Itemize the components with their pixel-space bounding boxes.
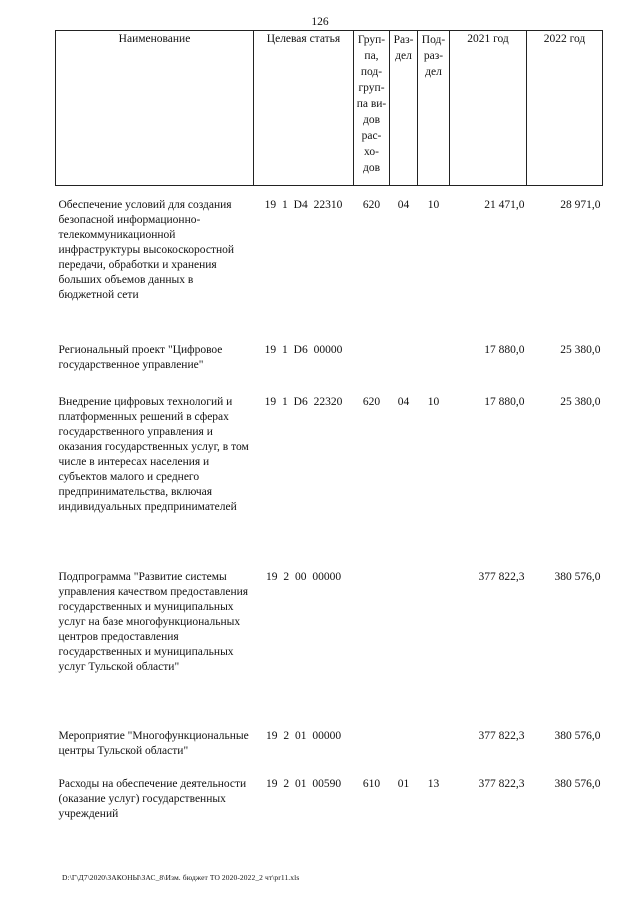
row-subsection: 13: [427, 778, 440, 790]
row-group: 610: [362, 778, 381, 790]
row-2022: 380 576,0: [554, 571, 601, 583]
row-group: 620: [362, 396, 381, 408]
row-section: [390, 343, 418, 395]
row-2022: 25 380,0: [560, 344, 601, 356]
row-group: [354, 570, 390, 729]
row-name: Расходы на обеспечение деятельности (оказание услуг) государственных учреждений: [58, 778, 247, 820]
row-section: 01: [397, 778, 410, 790]
row-name: Региональный проект "Цифровое государственное управление": [58, 344, 223, 371]
row-section: 04: [397, 396, 410, 408]
row-2022: 28 971,0: [560, 199, 601, 211]
table-row: [56, 343, 603, 395]
row-target: 19 1 D6 00000: [264, 344, 343, 356]
header-name: Наименование: [56, 31, 254, 186]
row-2022: 380 576,0: [554, 778, 601, 790]
row-subsection: [418, 343, 450, 395]
row-group: 620: [362, 199, 381, 211]
row-target: 19 2 01 00000: [265, 730, 342, 742]
row-2021: 21 471,0: [484, 199, 525, 211]
row-2021: 17 880,0: [484, 344, 525, 356]
row-subsection: [418, 729, 450, 777]
row-2021: 377 822,3: [478, 778, 525, 790]
row-group: [354, 729, 390, 777]
row-2021: 17 880,0: [484, 396, 525, 408]
header-group: Груп- па, под- груп- па ви- дов рас- хо- дов: [354, 31, 390, 186]
row-target: 19 1 D4 22310: [264, 199, 343, 211]
row-2021: 377 822,3: [478, 571, 525, 583]
row-section: [390, 729, 418, 777]
row-target: 19 2 00 00000: [265, 571, 342, 583]
row-name: Обеспечение условий для создания безопасной информационно-телекоммуникационной инфраструктуры высокоскоростной передачи, обработки и хранения больших объемов данных в бюджетной сети: [58, 199, 235, 301]
header-row: [56, 31, 603, 186]
row-name: Подпрограмма "Развитие системы управления качеством предоставления государственных и муниципальных услуг на базе многофункциональных центров предоставления государственных и муниципальных услуг Тульской области": [58, 571, 249, 673]
header-2022: 2022 год: [527, 31, 603, 186]
budget-table: [55, 30, 603, 825]
page-number: 126: [311, 16, 329, 28]
row-2021: 377 822,3: [478, 730, 525, 742]
table-row: [56, 570, 603, 729]
header-2021: 2021 год: [450, 31, 527, 186]
header-target: Целевая статья: [254, 31, 354, 186]
row-2022: 380 576,0: [554, 730, 601, 742]
header-subsection: Под- раз- дел: [418, 31, 450, 186]
row-name: Внедрение цифровых технологий и платформенных решений в сферах государственного управления и оказания государственных услуг, в том числе в интересах населения и субъектов малого и среднего предпринимательства, включая индивидуальных предпринимателей: [58, 396, 249, 513]
row-target: 19 2 01 00590: [265, 778, 342, 790]
table-row: [56, 395, 603, 570]
row-name: Мероприятие "Многофункциональные центры Тульской области": [58, 730, 249, 757]
footer-file-path: D:\Г\Д7\2020\ЗАКОНЫ\ЗАС_8\Изм. бюджет ТО 2020-2022_2 чт\pr11.xls: [62, 873, 300, 882]
row-subsection: [418, 570, 450, 729]
row-2022: 25 380,0: [560, 396, 601, 408]
row-subsection: 10: [427, 396, 440, 408]
row-subsection: 10: [427, 199, 440, 211]
row-group: [354, 343, 390, 395]
row-section: 04: [397, 199, 410, 211]
row-section: [390, 570, 418, 729]
table-row: [56, 777, 603, 825]
table-row: [56, 198, 603, 343]
header-section: Раз- дел: [390, 31, 418, 186]
row-target: 19 1 D6 22320: [264, 396, 343, 408]
table-row: [56, 729, 603, 777]
